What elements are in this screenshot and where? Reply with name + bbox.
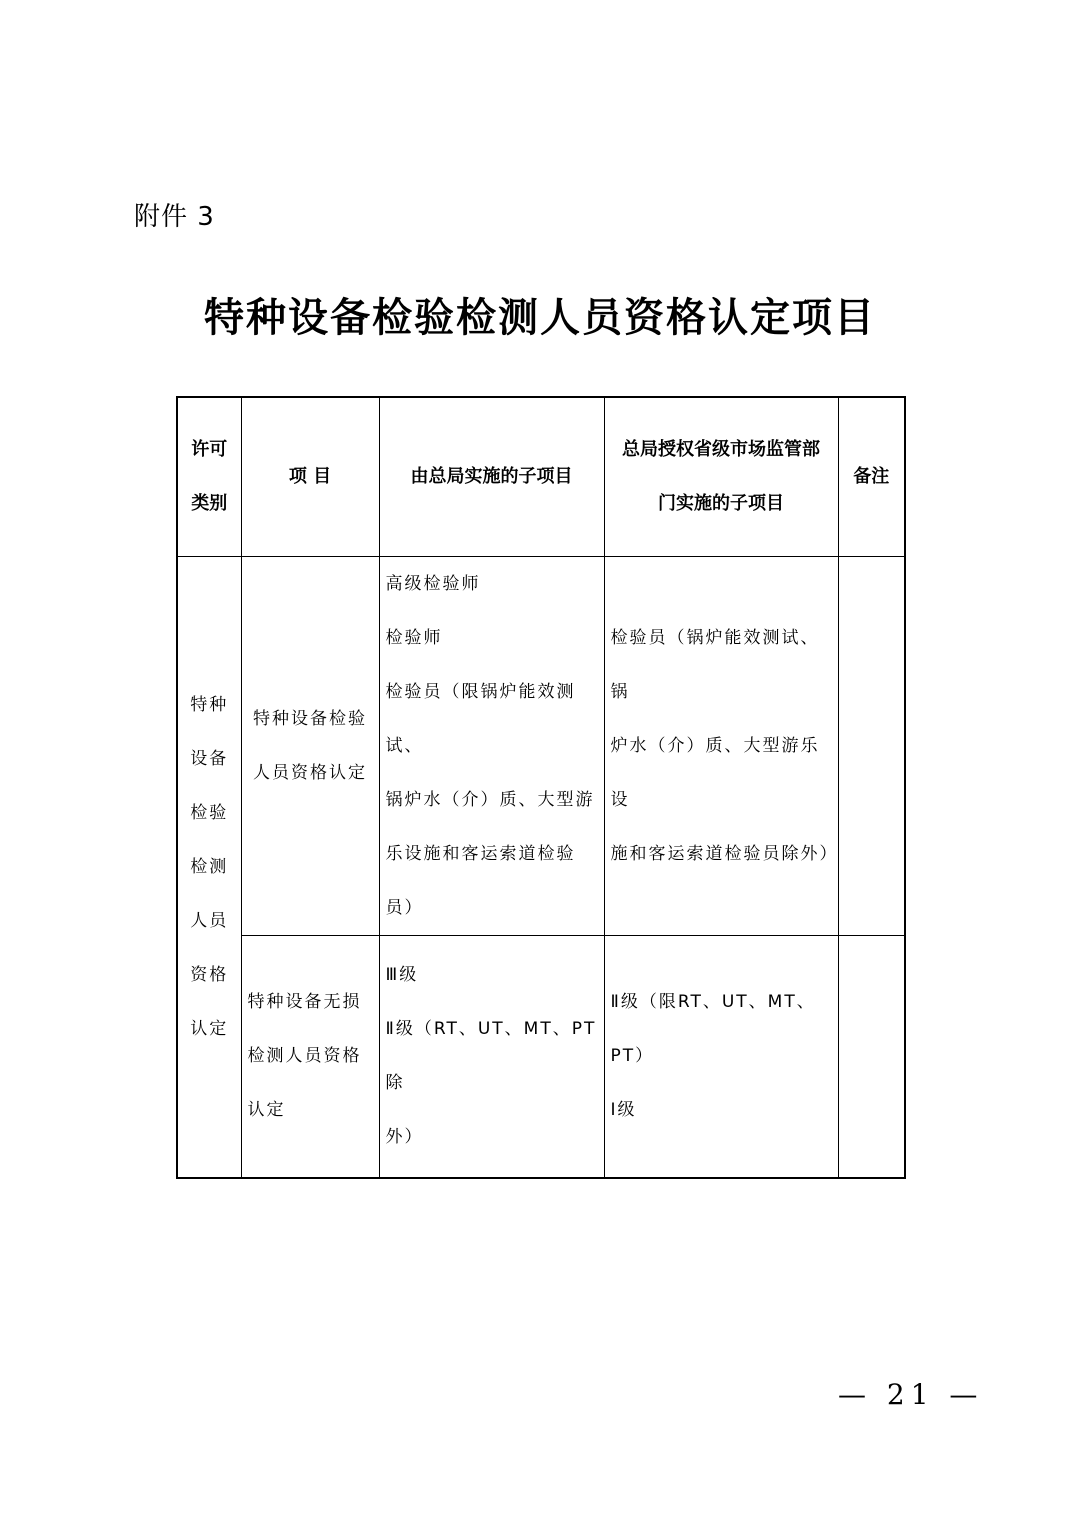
hq-subitem-line: 乐设施和客运索道检验 (385, 844, 576, 864)
project-line: 特种设备无损 (247, 992, 362, 1013)
hq-subitem-line: 高级检验师 (385, 574, 481, 594)
header-category-line: 许可 (191, 439, 228, 460)
category-line: 人员 (190, 910, 229, 931)
header-hq-subitems: 由总局实施的子项目 (379, 397, 604, 557)
category-line: 设备 (190, 748, 229, 769)
hq-subitem-line: Ⅲ级 (385, 965, 419, 986)
provincial-subitem-line: 检验员（锅炉能效测试、锅 (610, 628, 820, 702)
table-header-row (177, 397, 905, 557)
qualification-table (176, 396, 906, 1179)
category-cell (177, 557, 241, 1178)
hq-subitem-line: 检验师 (385, 628, 443, 648)
table-row (177, 936, 905, 1178)
project-cell (241, 936, 379, 1178)
category-line: 资格 (190, 964, 229, 985)
header-provincial-subitems (604, 397, 838, 557)
hq-subitem-line: 员） (385, 898, 424, 918)
header-provincial-line: 门实施的子项目 (658, 493, 784, 514)
hq-subitems-cell (379, 936, 604, 1178)
project-cell (241, 557, 379, 936)
hq-subitems-cell (379, 557, 604, 936)
category-line: 特种 (190, 694, 229, 715)
project-line: 认定 (247, 1100, 286, 1121)
hq-subitem-line: 检验员（限锅炉能效测试、 (385, 682, 576, 756)
page-number: — 21 — (838, 1378, 984, 1411)
project-line: 特种设备检验 (253, 709, 367, 729)
table-row (177, 557, 905, 936)
page-title: 特种设备检验检测人员资格认定项目 (204, 295, 876, 341)
remarks-cell (838, 936, 905, 1178)
category-line: 检验 (190, 802, 229, 823)
header-project: 项 目 (241, 397, 379, 557)
project-line: 检测人员资格 (247, 1046, 362, 1067)
hq-subitem-line: 锅炉水（介）质、大型游 (385, 790, 595, 810)
category-line: 认定 (190, 1018, 229, 1039)
remarks-cell (838, 557, 905, 936)
provincial-subitem-line: 施和客运索道检验员除外） (610, 844, 839, 864)
header-provincial-line: 总局授权省级市场监管部 (622, 439, 820, 460)
header-category (177, 397, 241, 557)
project-line: 人员资格认定 (253, 763, 367, 783)
header-category-line: 类别 (191, 493, 228, 514)
provincial-subitem-line: Ⅱ级（限RT、UT、MT、PT） (610, 992, 816, 1067)
provincial-subitems-cell (604, 557, 838, 936)
header-remarks: 备注 (838, 397, 905, 557)
hq-subitem-line: 外） (385, 1127, 424, 1148)
attachment-label: 附件 3 (134, 202, 215, 232)
provincial-subitem-line: Ⅰ级 (610, 1100, 637, 1121)
provincial-subitem-line: 炉水（介）质、大型游乐设 (610, 736, 820, 810)
category-line: 检测 (190, 856, 229, 877)
hq-subitem-line: Ⅱ级（RT、UT、MT、PT除 (385, 1019, 597, 1094)
provincial-subitems-cell (604, 936, 838, 1178)
